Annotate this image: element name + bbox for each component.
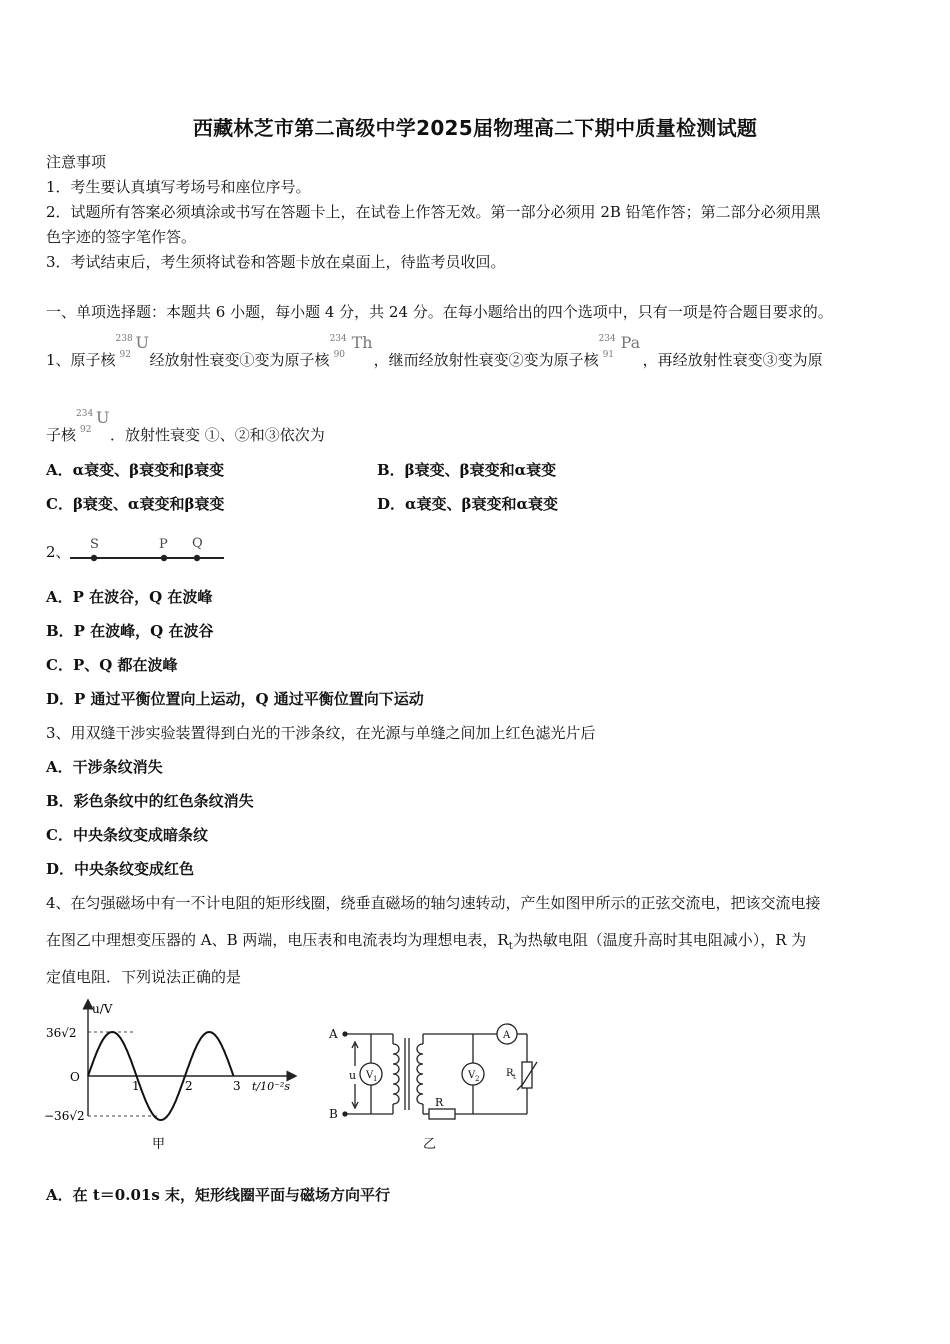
notice-heading: 注意事项	[46, 153, 107, 171]
point-q	[194, 555, 200, 561]
label-rt: R	[506, 1068, 514, 1079]
y-max-label: 36√2	[46, 1026, 77, 1040]
label-v1-sub: 1	[373, 1075, 378, 1083]
q2-number: 2、	[46, 543, 71, 561]
q1-text-2: 经放射性衰变①变为原子核	[149, 351, 330, 369]
label-rt-sub: t	[513, 1073, 516, 1081]
q2-option-a[interactable]: A．P 在波谷，Q 在波峰	[46, 588, 213, 606]
q1-text-5: 子核	[46, 426, 77, 444]
q1-text-4: ，再经放射性衰变③变为原	[642, 351, 823, 369]
x-axis-label: t/10⁻²s	[252, 1080, 290, 1093]
q4-stem-line-1: 4、在匀强磁场中有一不计电阻的矩形线圈，绕垂直磁场的轴匀速转动，产生如图甲所示的正弦交流电，把该交流电接	[46, 894, 821, 912]
point-s	[91, 555, 97, 561]
circuit-figure	[325, 1018, 560, 1153]
q1-option-c[interactable]: C．β衰变、α衰变和β衰变	[46, 495, 225, 513]
q1-option-a[interactable]: A．α衰变、β衰变和β衰变	[46, 461, 225, 479]
q3-stem: 3、用双缝干涉实验装置得到白光的干涉条纹，在光源与单缝之间加上红色滤光片后	[46, 724, 596, 742]
q2-option-c[interactable]: C．P、Q 都在波峰	[46, 656, 178, 674]
tick-2: 2	[185, 1079, 193, 1093]
q2-option-b[interactable]: B．P 在波峰，Q 在波谷	[46, 622, 214, 640]
q2-option-d[interactable]: D．P 通过平衡位置向上运动，Q 通过平衡位置向下运动	[46, 690, 424, 708]
label-v1: V	[366, 1070, 374, 1081]
q4-option-a[interactable]: A．在 t＝0.01s 末，矩形线圈平面与磁场方向平行	[46, 1186, 390, 1204]
notice-item-2-cont: 色字迹的签字笔作答。	[46, 228, 197, 246]
label-v2: V	[468, 1070, 476, 1081]
nuclide-u238: 238 92 U	[115, 333, 150, 360]
point-p	[161, 555, 167, 561]
notice-item-1: 1．考生要认真填写考场号和座位序号。	[46, 178, 311, 196]
nuclide-u234: 234 92 U	[76, 408, 110, 435]
q3-option-c[interactable]: C．中央条纹变成暗条纹	[46, 826, 208, 844]
q1-text-6: ．放射性衰变 ①、②和③依次为	[110, 426, 325, 444]
q3-option-a[interactable]: A．干涉条纹消失	[46, 758, 163, 776]
q4-stem-line-3: 定值电阻．下列说法正确的是	[46, 968, 242, 986]
q1-text-1: 1、原子核	[46, 351, 116, 369]
q4-rt-sub: t	[508, 941, 513, 952]
tick-3: 3	[233, 1079, 241, 1093]
q1-option-d[interactable]: D．α衰变、β衰变和α衰变	[377, 495, 559, 513]
y-min-label: −36√2	[44, 1109, 85, 1123]
label-s: S	[90, 537, 99, 552]
y-axis-label: u/V	[92, 1002, 113, 1016]
question-1-line-1	[46, 333, 823, 370]
label-q: Q	[192, 536, 203, 551]
label-v2-sub: 2	[475, 1075, 480, 1083]
tick-1: 1	[132, 1079, 140, 1093]
q1-option-b[interactable]: B．β衰变、β衰变和α衰变	[377, 461, 557, 479]
figure-caption-yi: 乙	[423, 1137, 437, 1152]
q1-text-3: ，继而经放射性衰变②变为原子核	[373, 351, 599, 369]
q4-stem-line-2	[46, 930, 806, 957]
label-p: P	[159, 537, 168, 552]
q4-text-2b: 为热敏电阻（温度升高时其电阻减小），R 为	[512, 931, 807, 949]
q4-text-2a: 在图乙中理想变压器的 A、B 两端，电压表和电流表均为理想电表，R	[46, 931, 509, 949]
wave-line-figure	[68, 530, 228, 566]
label-r: R	[435, 1096, 444, 1109]
nuclide-pa234: 234 91 Pa	[598, 333, 641, 360]
notice-item-2: 2．试题所有答案必须填涂或书写在答题卡上，在试卷上作答无效。第一部分必须用 2B 铅笔作答；第二部分必须用黑	[46, 203, 821, 221]
label-u: u	[349, 1069, 357, 1082]
label-ammeter: A	[503, 1030, 511, 1041]
figure-caption-jia: 甲	[152, 1137, 166, 1152]
section-heading: 一、单项选择题：本题共 6 小题，每小题 4 分，共 24 分。在每小题给出的四个选项中，只有一项是符合题目要求的。	[46, 303, 833, 321]
question-1-line-2	[46, 408, 325, 445]
q3-option-d[interactable]: D．中央条纹变成红色	[46, 860, 195, 878]
label-b: B	[329, 1107, 338, 1121]
q3-option-b[interactable]: B．彩色条纹中的红色条纹消失	[46, 792, 254, 810]
label-a: A	[329, 1027, 338, 1041]
origin-label: O	[70, 1070, 80, 1084]
page-title: 西藏林芝市第二高级中学2025届物理高二下期中质量检测试题	[192, 116, 758, 140]
notice-item-3: 3．考试结束后，考生须将试卷和答题卡放在桌面上，待监考员收回。	[46, 253, 506, 271]
nuclide-th234: 234 90 Th	[329, 333, 373, 360]
sine-voltage-graph	[40, 998, 300, 1153]
